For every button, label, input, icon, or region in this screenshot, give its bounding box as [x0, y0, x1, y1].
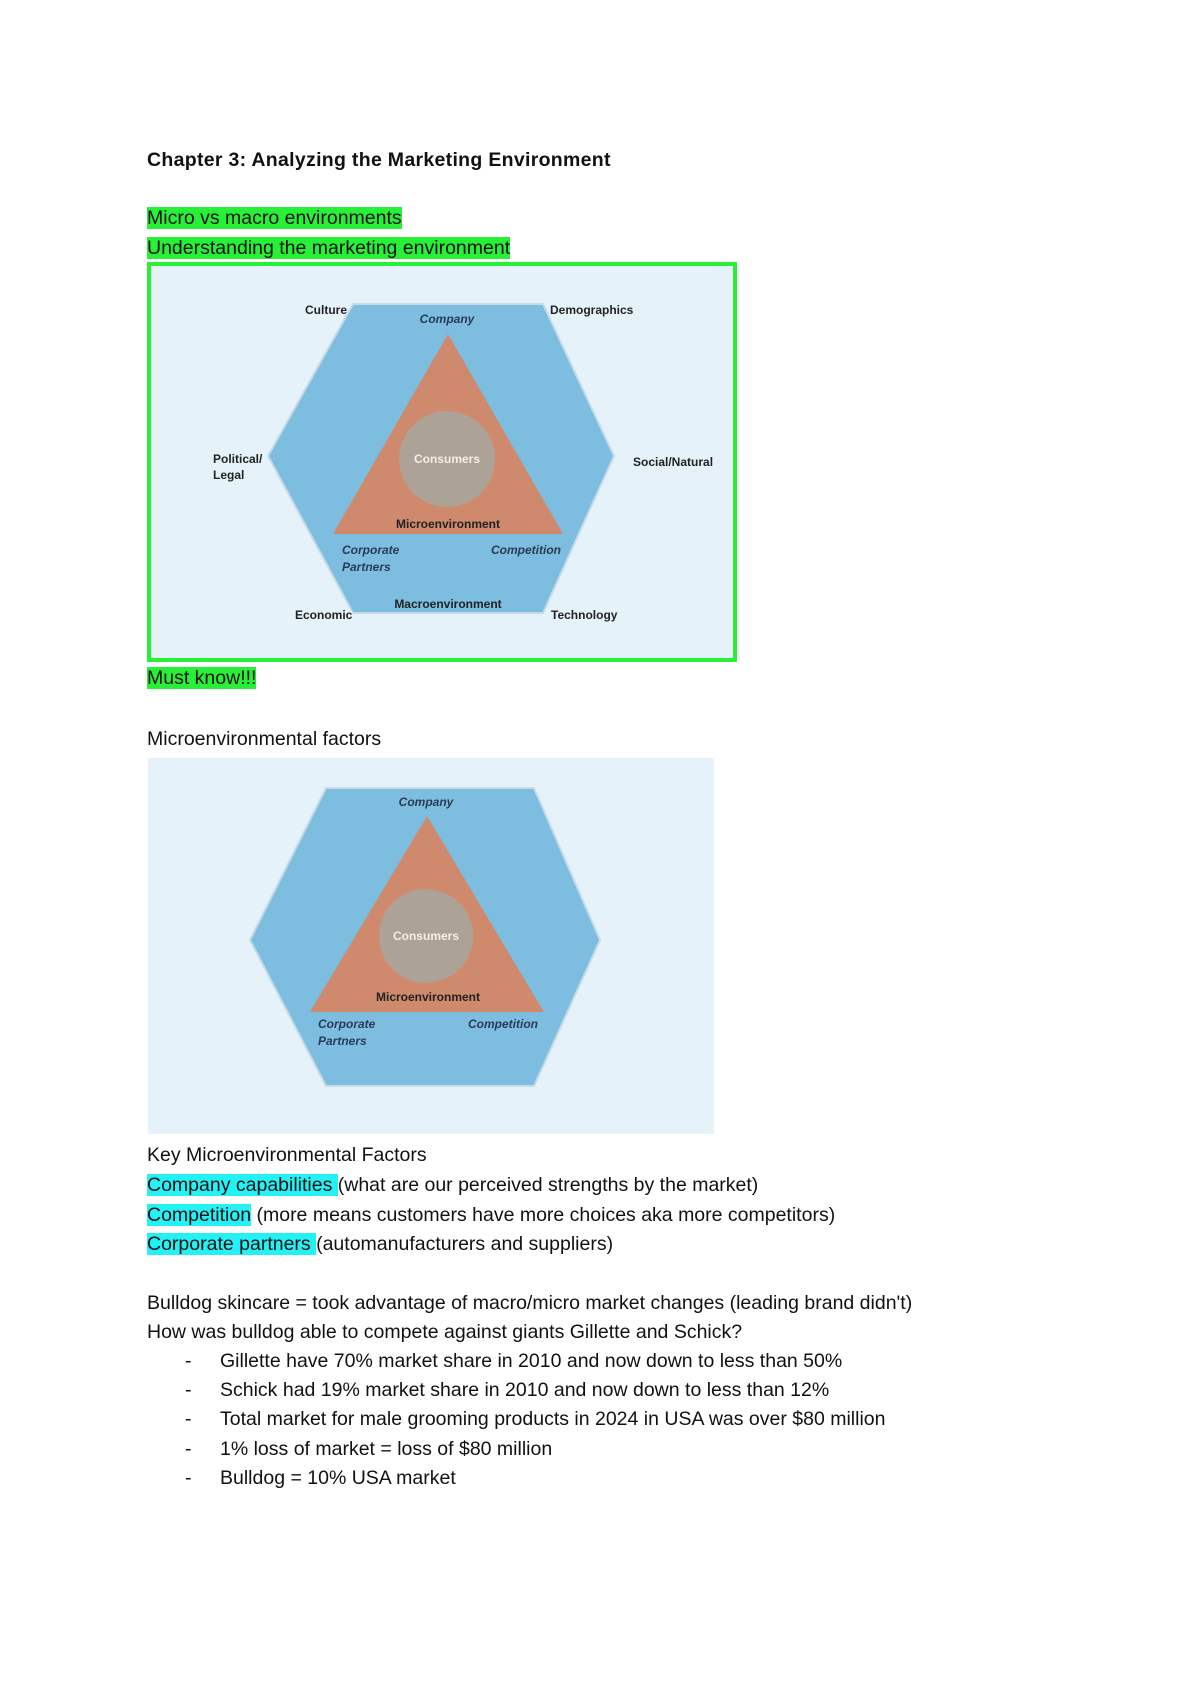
label-political-2: Legal	[213, 468, 245, 482]
key-factor-item	[147, 1203, 835, 1227]
list-item	[147, 1347, 886, 1376]
bulldog-question: How was bulldog able to compete against giants Gillette and Schick?	[147, 1321, 743, 1343]
list-item	[147, 1376, 886, 1405]
label-political-1: Political/	[213, 452, 263, 466]
bullet-dash: -	[185, 1466, 192, 1489]
label-competition: Competition	[491, 543, 561, 557]
bullet-text: Total market for male grooming products in 2024 in USA was over $80 million	[220, 1408, 886, 1431]
heading-key-factors: Key Microenvironmental Factors	[147, 1144, 427, 1166]
key-factor-description: (what are our perceived strengths by the market)	[337, 1174, 759, 1196]
heading-understanding-wrap	[147, 236, 510, 260]
list-item	[147, 1405, 886, 1434]
key-factor-term: Company capabilities	[147, 1174, 338, 1196]
label-corporate-1-2: Corporate	[318, 1017, 376, 1031]
page-title: Chapter 3: Analyzing the Marketing Environment	[147, 149, 611, 171]
label-macroenvironment: Macroenvironment	[394, 597, 502, 611]
label-company: Company	[419, 312, 475, 326]
label-competition-2: Competition	[468, 1017, 538, 1031]
heading-micro-vs-macro: Micro vs macro environments	[147, 207, 402, 229]
label-economic: Economic	[295, 608, 353, 622]
label-corporate-2: Partners	[342, 560, 391, 574]
marketing-environment-diagram	[147, 262, 737, 662]
bullet-dash: -	[185, 1408, 192, 1431]
label-culture: Culture	[305, 303, 347, 317]
label-consumers: Consumers	[413, 452, 481, 466]
diagram2-svg	[148, 758, 714, 1134]
label-corporate-1: Corporate	[342, 543, 400, 557]
diagram-svg	[151, 266, 733, 658]
label-company-2: Company	[398, 795, 454, 809]
label-demographics: Demographics	[550, 303, 634, 317]
microenvironment-diagram	[148, 758, 714, 1134]
key-factor-item	[147, 1173, 758, 1197]
bullet-dash: -	[185, 1379, 192, 1402]
bullet-text: Gillette have 70% market share in 2010 and now down to less than 50%	[220, 1350, 843, 1372]
heading-micro-vs-macro-wrap	[147, 206, 402, 230]
label-microenvironment-2: Microenvironment	[375, 990, 481, 1004]
label-consumers-2: Consumers	[392, 929, 460, 943]
heading-understanding: Understanding the marketing environment	[147, 237, 511, 259]
bulldog-bullet-list	[147, 1347, 886, 1493]
bulldog-summary: Bulldog skincare = took advantage of macro/micro market changes (leading brand didn't)	[147, 1292, 913, 1314]
label-microenvironment: Microenvironment	[395, 517, 501, 531]
list-item	[147, 1435, 886, 1464]
key-factor-description: (more means customers have more choices aka more competitors)	[251, 1204, 836, 1226]
bullet-text: 1% loss of market = loss of $80 million	[220, 1437, 553, 1460]
key-factor-description: (automanufacturers and suppliers)	[316, 1233, 614, 1255]
heading-microenvironmental-factors: Microenvironmental factors	[147, 728, 382, 750]
key-factor-term: Corporate partners	[147, 1233, 317, 1255]
must-know-note: Must know!!!	[147, 667, 257, 689]
label-corporate-2-2: Partners	[318, 1034, 367, 1048]
must-know-wrap	[147, 666, 256, 690]
key-factor-item	[147, 1232, 613, 1256]
bullet-text: Bulldog = 10% USA market	[220, 1466, 456, 1489]
bullet-dash: -	[185, 1437, 192, 1460]
list-item	[147, 1464, 886, 1493]
label-social-natural: Social/Natural	[633, 455, 714, 469]
key-factor-term: Competition	[147, 1204, 252, 1226]
bullet-dash: -	[185, 1350, 192, 1372]
label-technology: Technology	[551, 608, 618, 622]
bullet-text: Schick had 19% market share in 2010 and now down to less than 12%	[220, 1379, 830, 1402]
